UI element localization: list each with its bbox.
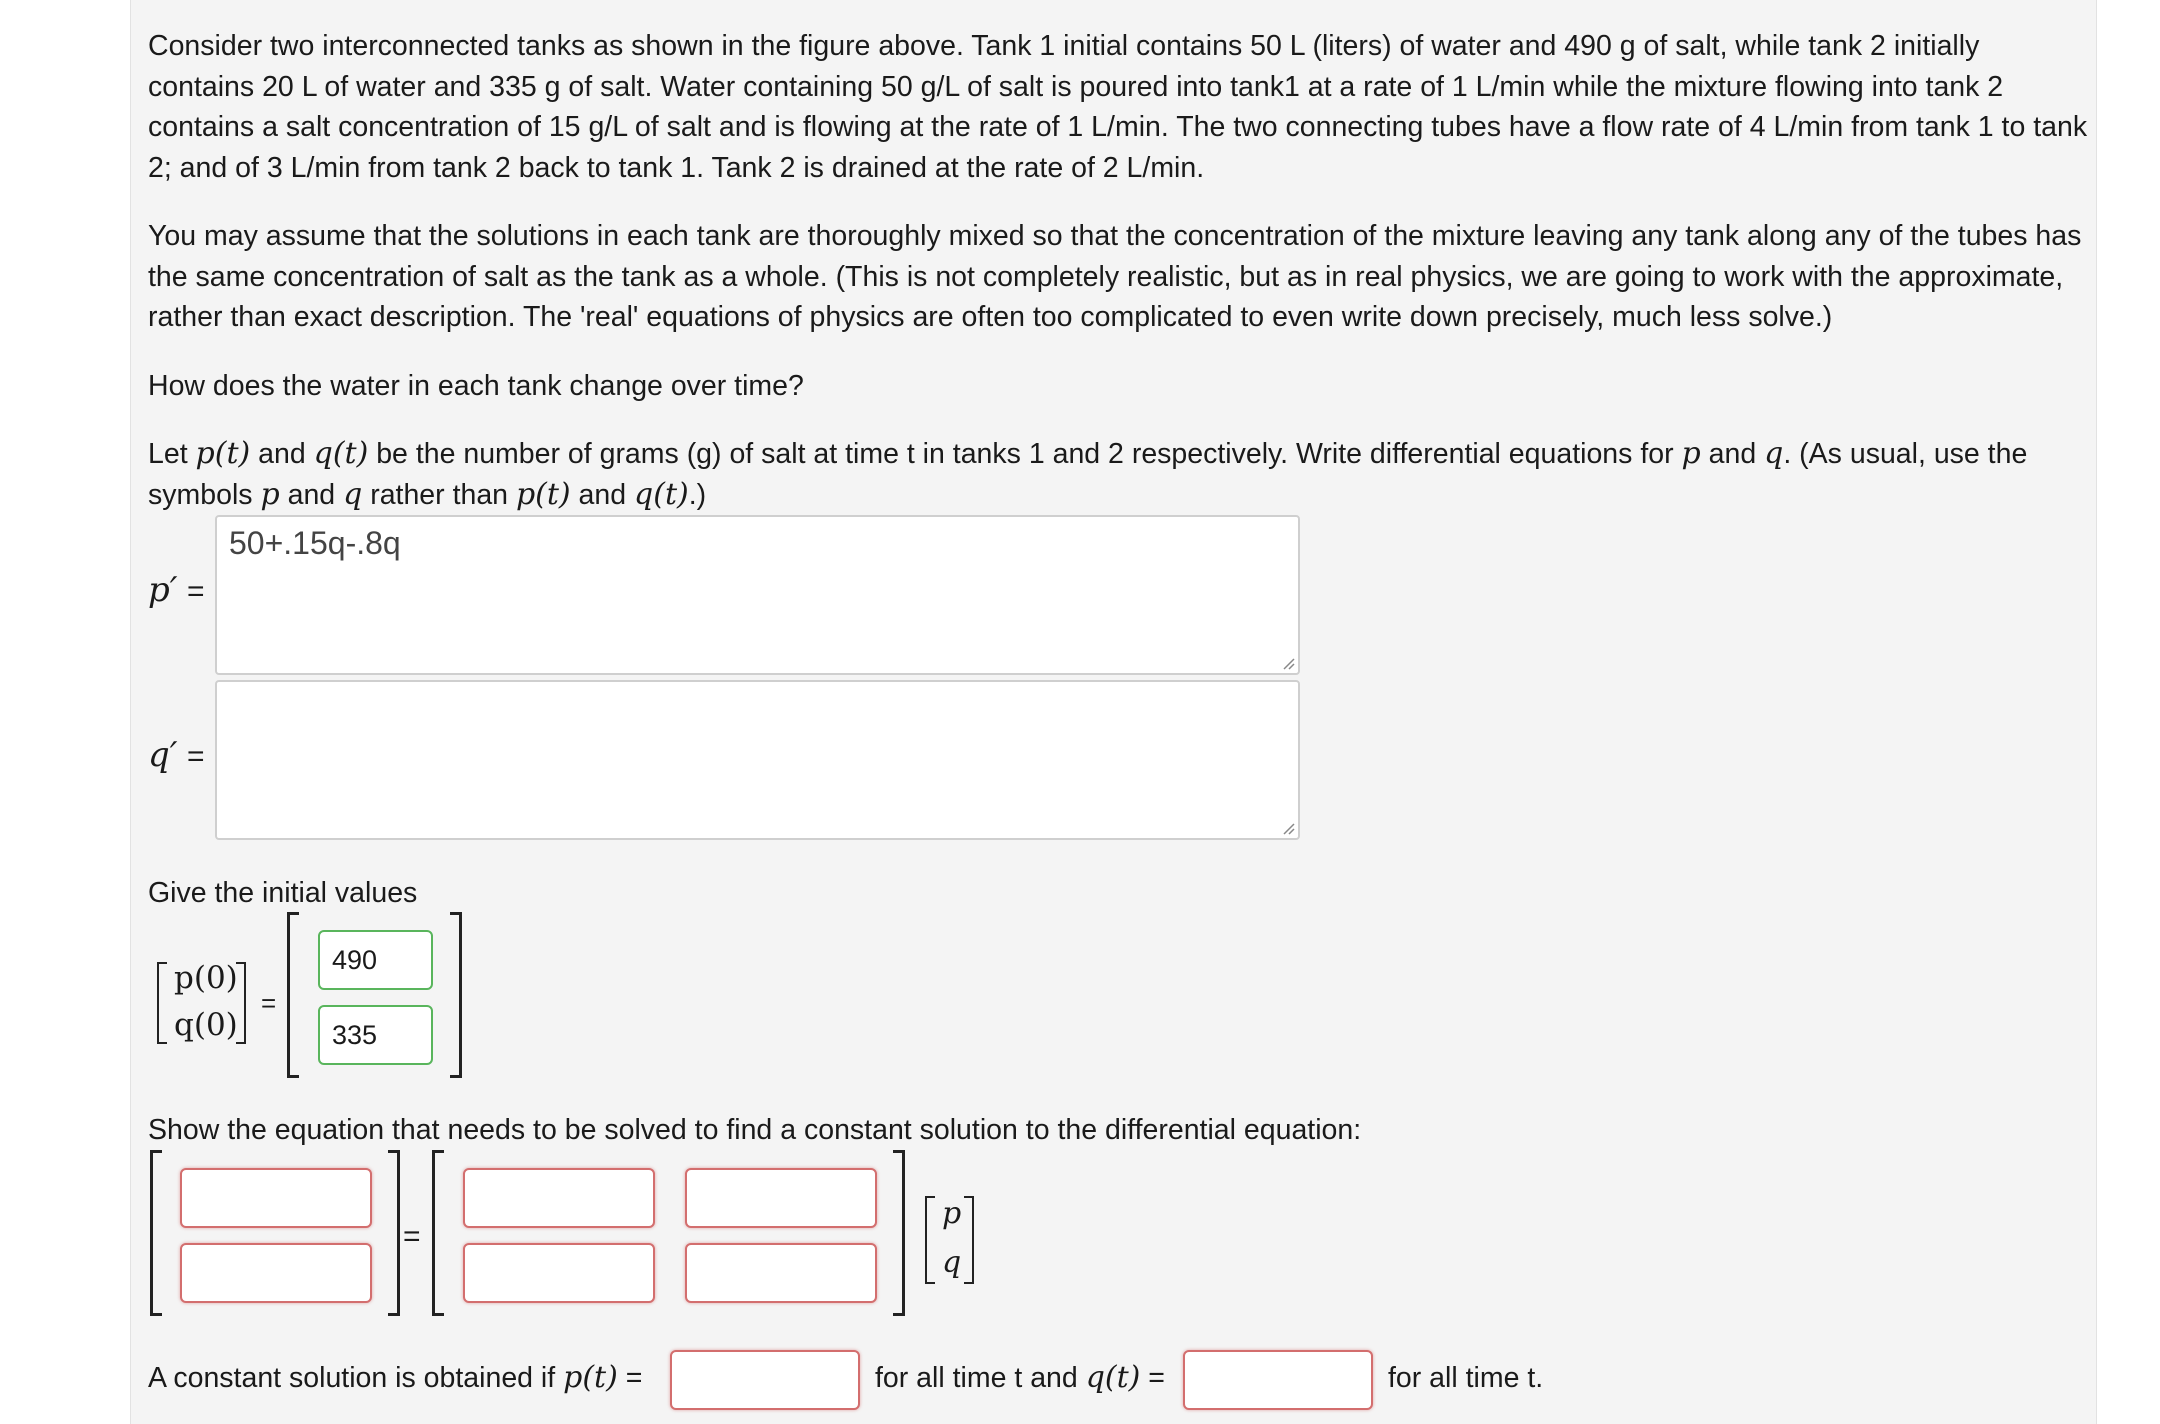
initial-vector-left-bracket: [157, 962, 167, 1044]
matrix-input-1-2[interactable]: [685, 1168, 877, 1228]
constant-solution-text-2: for all time t and q(t) =: [875, 1360, 1165, 1395]
initial-vector-right-bracket: [236, 962, 246, 1044]
constant-p-input[interactable]: [670, 1350, 860, 1410]
q-prime-input[interactable]: [215, 680, 1300, 840]
instructions-text: Let p(t) and q(t) be the number of grams (g) of salt at time t in tanks 1 and 2 respectively. Write differential equations for p and q. (As usual, use the symbols p and q rather than p(t) and q(t).): [148, 436, 2028, 512]
resize-grip-icon[interactable]: [1279, 654, 1295, 670]
constant-solution-text-1: A constant solution is obtained if p(t) =: [148, 1360, 643, 1395]
p-prime-input[interactable]: [215, 515, 1300, 675]
matrix-input-1-1[interactable]: [463, 1168, 655, 1228]
question-text: How does the water in each tank change over time?: [148, 370, 804, 402]
initial-input-right-bracket: [450, 912, 462, 1078]
p-prime-label: p′: [148, 570, 178, 610]
constant-p-t: p(t): [563, 1360, 618, 1395]
constant-system-prompt: Show the equation that needs to be solved to find a constant solution to the differential equation:: [148, 1114, 1362, 1146]
q-prime-label: q′: [148, 735, 178, 775]
initial-input-left-bracket: [287, 912, 299, 1078]
math-q-t: q(t): [313, 436, 369, 471]
constant-q-input[interactable]: [1183, 1350, 1373, 1410]
lhs-input-1[interactable]: [180, 1168, 372, 1228]
vector-q: q: [942, 1245, 962, 1280]
constant-solution-text-3: for all time t.: [1388, 1362, 1544, 1394]
constant-q-t: q(t): [1085, 1360, 1141, 1395]
vector-p: p: [942, 1196, 962, 1231]
lhs-input-2[interactable]: [180, 1243, 372, 1303]
matrix-input-2-1[interactable]: [463, 1243, 655, 1303]
matrix-left-bracket: [432, 1150, 444, 1316]
q0-label: q(0): [174, 1007, 238, 1043]
q0-input[interactable]: 335: [318, 1005, 433, 1065]
p-prime-input-value: 50+.15q-.8q: [229, 525, 401, 561]
system-equals: =: [403, 1220, 421, 1253]
problem-paragraph-2: You may assume that the solutions in each tank are thoroughly mixed so that the concentration of the mixture leaving any tank along any of the tubes has the same concentration of salt as the tank as a whole. (This is not completely realistic, but as in real physics, we are going to work with the approximate, rather than exact description. The 'real' equations of physics are often too complicated to even write down precisely, much less solve.): [148, 220, 2082, 333]
p-prime-equals: =: [187, 575, 205, 608]
initial-equals: =: [261, 988, 277, 1018]
p0-label: p(0): [174, 960, 238, 996]
p0-input[interactable]: 490: [318, 930, 433, 990]
problem-paragraph-1: Consider two interconnected tanks as shown in the figure above. Tank 1 initial contains 50 L (liters) of water and 490 g of salt, while tank 2 initially contains 20 L of water and 335 g of salt. Water containing 50 g/L of salt is poured into tank1 at a rate of 1 L/min while the mixture flowing into tank 2 contains a salt concentration of 15 g/L of salt and is flowing at the rate of 1 L/min. The two connecting tubes have a flow rate of 4 L/min from tank 1 to tank 2; and of 3 L/min from tank 2 back to tank 1. Tank 2 is drained at the rate of 2 L/min.: [148, 30, 2088, 184]
matrix-input-2-2[interactable]: [685, 1243, 877, 1303]
math-p-t: p(t): [195, 436, 251, 471]
pq-vector-left-bracket: [925, 1196, 935, 1284]
lhs-right-bracket: [388, 1150, 400, 1316]
initial-values-prompt: Give the initial values: [148, 877, 418, 909]
q-prime-equals: =: [187, 740, 205, 773]
lhs-left-bracket: [150, 1150, 162, 1316]
matrix-right-bracket: [893, 1150, 905, 1316]
pq-vector-right-bracket: [964, 1196, 974, 1284]
resize-grip-icon[interactable]: [1279, 819, 1295, 835]
